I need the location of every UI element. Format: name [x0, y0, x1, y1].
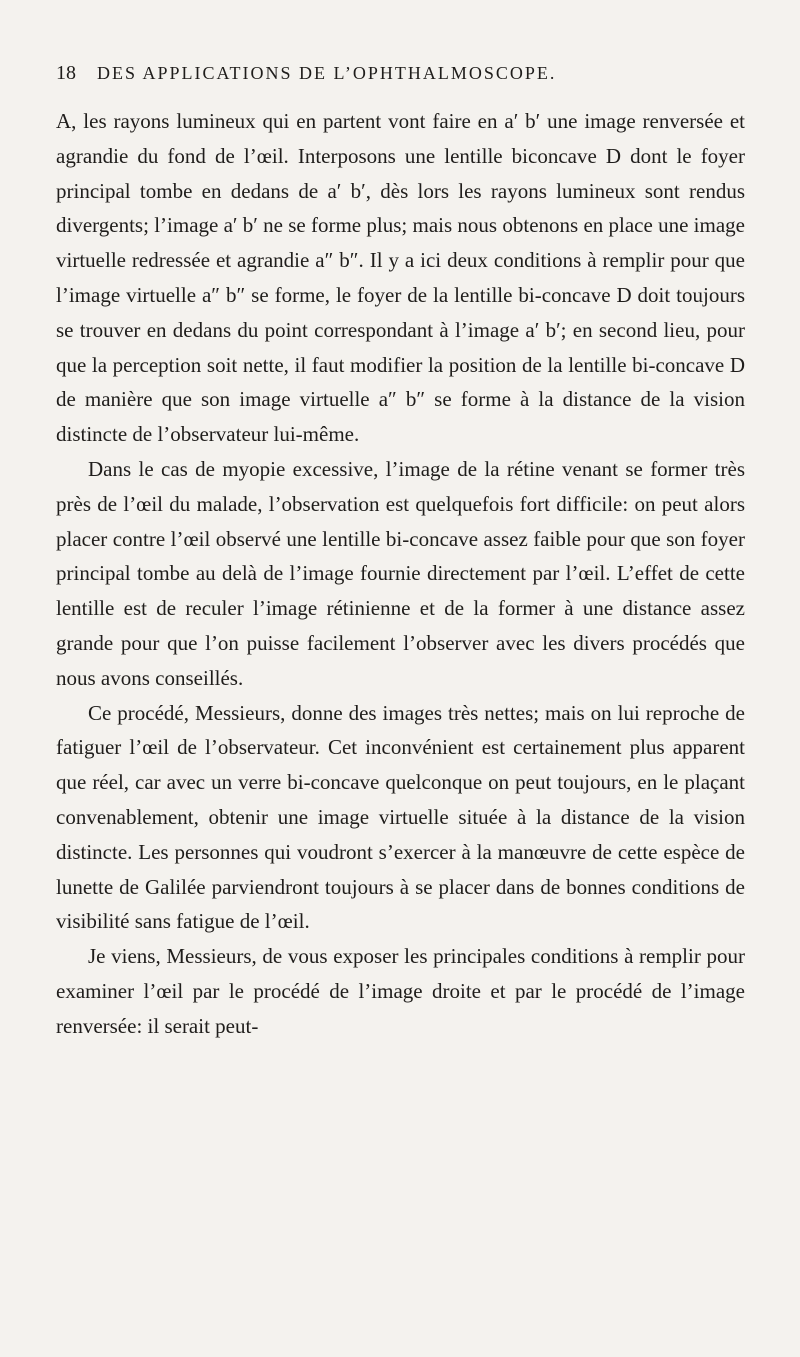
- running-header: [56, 58, 745, 88]
- paragraph-2: Dans le cas de myopie excessive, l’image de la rétine venant se former très près de l’œil du malade, l’observation est quelquefois fort difficile: on peut alors placer contre l’œil observé une lentille bi-concave assez faible pour que son foyer principal tombe au delà de l’image fournie directement par l’œil. L’effet de cette lentille est de reculer l’image rétinienne et de la former à une distance assez grande pour que l’on puisse facilement l’observer avec les divers procédés que nous avons conseillés.: [56, 456, 745, 690]
- running-title: DES APPLICATIONS DE L’OPHTHALMOSCOPE.: [97, 63, 557, 83]
- paragraph-1: A, les rayons lumineux qui en partent vont faire en a′ b′ une image renversée et agrandie du fond de l’œil. Interposons une lentille biconcave D dont le foyer principal tombe en dedans de a′ b′, dès lors les rayons lumineux sont rendus divergents; l’image a′ b′ ne se forme plus; mais nous obtenons en place une image virtuelle redressée et agrandie a″ b″. Il y a ici deux conditions à remplir pour que l’image virtuelle a″ b″ se forme, le foyer de la lentille bi-concave D doit toujours se trouver en dedans du point correspondant à l’image a′ b′; en second lieu, pour que la perception soit nette, il faut modifier la position de la lentille bi-concave D de manière que son image virtuelle a″ b″ se forme à la distance de la vision distincte de l’observateur lui-même.: [56, 109, 745, 447]
- body-text: [56, 104, 745, 1044]
- page-number: 18: [56, 62, 76, 84]
- paragraph-3: Ce procédé, Messieurs, donne des images très nettes; mais on lui reproche de fatiguer l’œil de l’observateur. Cet inconvénient est certainement plus apparent que réel, car avec un verre bi-concave quelconque on peut toujours, en le plaçant convenablement, obtenir une image virtuelle située à la distance de la vision distincte. Les personnes qui voudront s’exercer à la manœuvre de cette espèce de lunette de Galilée parviendront toujours à se placer dans de bonnes conditions de visibilité sans fatigue de l’œil.: [56, 700, 745, 934]
- paragraph-4: Je viens, Messieurs, de vous exposer les principales conditions à remplir pour examiner l’œil par le procédé de l’image droite et par le procédé de l’image renversée: il serait peut-: [56, 944, 745, 1038]
